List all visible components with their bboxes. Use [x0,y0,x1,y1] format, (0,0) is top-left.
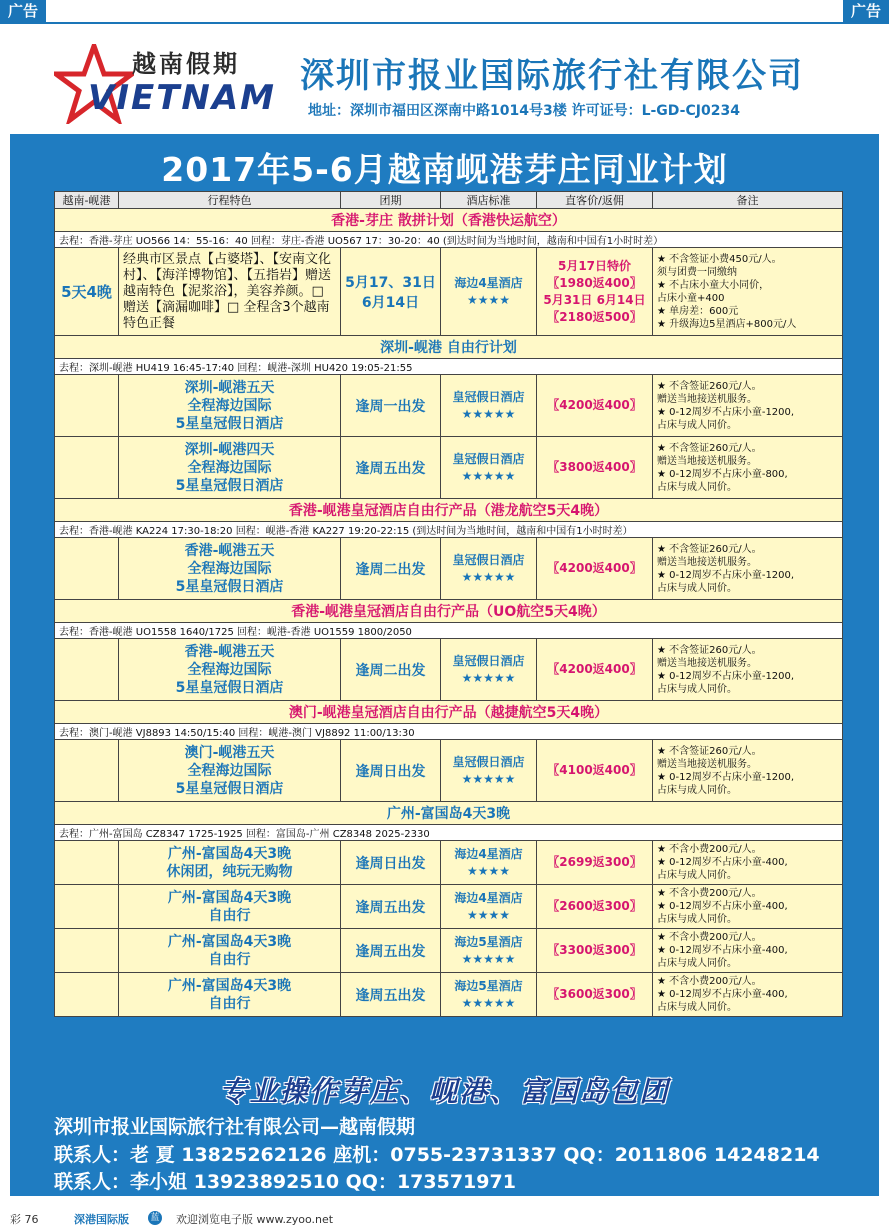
itinerary-feature: 深圳-岘港五天 全程海边国际 5星皇冠假日酒店 [119,375,341,437]
route-row [55,825,843,841]
price: 〖2699返300〗 [537,841,653,885]
empty-cell [55,841,119,885]
route-info: 去程：深圳-岘港 HU419 16:45-17:40 回程：岘港-深圳 HU420 19:05-21:55 [55,359,843,375]
price: 〖3800返400〗 [537,437,653,499]
route-row [55,522,843,538]
remarks: ★ 不含小费200元/人。 ★ 0-12周岁不占床小童-400, 占床与成人同价。 [653,973,843,1017]
header-divider [0,22,889,24]
itinerary-feature: 广州-富国岛4天3晚 自由行 [119,929,341,973]
itinerary-feature: 香港-岘港五天 全程海边国际 5星皇冠假日酒店 [119,538,341,600]
itinerary-feature: 广州-富国岛4天3晚 自由行 [119,885,341,929]
price: 〖4200返400〗 [537,639,653,701]
itinerary-feature: 深圳-岘港四天 全程海边国际 5星皇冠假日酒店 [119,437,341,499]
duration: 5天4晚 [55,248,119,336]
col-header: 酒店标准 [441,192,537,209]
section-title-row [55,600,843,623]
departure-date: 逢周二出发 [341,639,441,701]
empty-cell [55,929,119,973]
contact-line-2: 联系人：李小姐 13923892510 QQ：173571971 [54,1171,516,1193]
col-header: 团期 [341,192,441,209]
table-row [55,248,843,336]
ad-label-right: 广告 [843,0,889,22]
vietnam-logo [54,44,274,124]
remarks: ★ 不含签证260元/人。 赠送当地接送机服务。 ★ 0-12周岁不占床小童-1200, 占床与成人同价。 [653,639,843,701]
remarks: ★ 不含签证260元/人。 赠送当地接送机服务。 ★ 0-12周岁不占床小童-800, 占床与成人同价。 [653,437,843,499]
empty-cell [55,437,119,499]
itinerary-feature: 广州-富国岛4天3晚 休闲团，纯玩无购物 [119,841,341,885]
footer-company: 深圳市报业国际旅行社有限公司—越南假期 [54,1116,416,1138]
price: 5月17日特价 〖1980返400〗 5月31日 6月14日 〖2180返500〗 [537,248,653,336]
tour-table-wrap [54,191,842,1017]
table-row [55,885,843,929]
section-title-row [55,209,843,232]
section-title: 香港-岘港皇冠酒店自由行产品（UO航空5天4晚） [55,600,843,623]
empty-cell [55,973,119,1017]
section-title: 深圳-岘港 自由行计划 [55,336,843,359]
table-row [55,437,843,499]
tour-table [54,191,843,1017]
section-title-row [55,802,843,825]
itinerary-feature: 香港-岘港五天 全程海边国际 5星皇冠假日酒店 [119,639,341,701]
departure-date: 逢周五出发 [341,929,441,973]
itinerary-feature: 广州-富国岛4天3晚 自由行 [119,973,341,1017]
hotel-standard: 海边4星酒店 ★★★★ [441,885,537,929]
table-row [55,740,843,802]
ad-label-left: 广告 [0,0,46,22]
route-info: 去程：香港-岘港 KA224 17:30-18:20 回程：岘港-香港 KA227 19:20-22:15 (到达时间为当地时间，越南和中国有1小时时差） [55,522,843,538]
route-row [55,724,843,740]
departure-date: 逢周五出发 [341,973,441,1017]
remarks: ★ 不含小费200元/人。 ★ 0-12周岁不占床小童-400, 占床与成人同价。 [653,929,843,973]
page-footer [0,1204,889,1230]
contact-line-1: 联系人：老 夏 13825262126 座机：0755-23731337 QQ：2011806 14248214 [54,1144,820,1166]
price: 〖4200返400〗 [537,538,653,600]
company-address: 地址：深圳市福田区深南中路1014号3楼 许可证号：L-GD-CJ0234 [308,103,740,119]
price: 〖3600返300〗 [537,973,653,1017]
route-info: 去程：香港-芽庄 UO566 14：55-16：40 回程：芽庄-香港 UO567 17：30-20：40 (到达时间为当地时间，越南和中国有1小时时差） [55,232,843,248]
departure-date: 逢周二出发 [341,538,441,600]
site-text: 欢迎浏览电子版 www.zyoo.net [176,1213,334,1226]
empty-cell [55,375,119,437]
empty-cell [55,885,119,929]
logo-cn-text: 越南假期 [132,50,240,78]
departure-date: 逢周五出发 [341,437,441,499]
col-header: 备注 [653,192,843,209]
route-row [55,359,843,375]
route-info: 去程：香港-岘港 UO1558 1640/1725 回程：岘港-香港 UO1559 1800/2050 [55,623,843,639]
price: 〖3300返300〗 [537,929,653,973]
empty-cell [55,538,119,600]
section-title: 广州-富国岛4天3晚 [55,802,843,825]
section-title-row [55,499,843,522]
section-title-row [55,701,843,724]
page-number: 彩 76 [10,1213,39,1226]
col-header: 越南-岘港 [55,192,119,209]
route-info: 去程：澳门-岘港 VJ8893 14:50/15:40 回程：岘港-澳门 VJ8892 11:00/13:30 [55,724,843,740]
hotel-standard: 皇冠假日酒店 ★★★★★ [441,740,537,802]
section-title-row [55,336,843,359]
table-row [55,841,843,885]
section-title: 香港-岘港皇冠酒店自由行产品（港龙航空5天4晚） [55,499,843,522]
table-header-row [55,192,843,209]
hotel-standard: 皇冠假日酒店 ★★★★★ [441,538,537,600]
slogan: 专业操作芽庄、岘港、富国岛包团 [219,1075,670,1108]
price: 〖2600返300〗 [537,885,653,929]
empty-cell [55,639,119,701]
col-header: 行程特色 [119,192,341,209]
route-info: 去程：广州-富国岛 CZ8347 1725-1925 回程：富国岛-广州 CZ8348 2025-2330 [55,825,843,841]
table-row [55,973,843,1017]
hotel-standard: 海边4星酒店 ★★★★ [441,248,537,336]
section-title: 香港-芽庄 散拼计划（香港快运航空） [55,209,843,232]
departure-date: 逢周一出发 [341,375,441,437]
page-title: 2017年5-6月越南岘港芽庄同业计划 [161,150,728,189]
section-title: 澳门-岘港皇冠酒店自由行产品（越捷航空5天4晚） [55,701,843,724]
hotel-standard: 海边4星酒店 ★★★★ [441,841,537,885]
itinerary-feature: 澳门-岘港五天 全程海边国际 5星皇冠假日酒店 [119,740,341,802]
departure-date: 逢周日出发 [341,740,441,802]
table-row [55,375,843,437]
magazine-name: 深港国际版 [74,1213,129,1226]
table-row [55,538,843,600]
itinerary-feature: 经典市区景点【占婆塔】、【安南文化村】、【海洋博物馆】、【五指岩】赠送越南特色【泥浆浴】，美容养颜。□ 赠送【滴漏咖啡】□ 全程含3个越南特色正餐 [119,248,341,336]
main-panel [10,134,879,1196]
hotel-standard: 皇冠假日酒店 ★★★★★ [441,437,537,499]
remarks: ★ 不含小费200元/人。 ★ 0-12周岁不占床小童-400, 占床与成人同价。 [653,885,843,929]
logo-en-text: VIETNAM [88,78,276,118]
departure-date: 5月17、31日 6月14日 [341,248,441,336]
departure-date: 逢周五出发 [341,885,441,929]
route-row [55,623,843,639]
route-row [55,232,843,248]
hotel-standard: 海边5星酒店 ★★★★★ [441,973,537,1017]
blue-badge: 蓝 [148,1211,162,1225]
table-row [55,639,843,701]
departure-date: 逢周日出发 [341,841,441,885]
hotel-standard: 皇冠假日酒店 ★★★★★ [441,639,537,701]
company-name: 深圳市报业国际旅行社有限公司 [300,56,804,96]
hotel-standard: 皇冠假日酒店 ★★★★★ [441,375,537,437]
remarks: ★ 不含签证260元/人。 赠送当地接送机服务。 ★ 0-12周岁不占床小童-1200, 占床与成人同价。 [653,740,843,802]
price: 〖4100返400〗 [537,740,653,802]
col-header: 直客价/返佣 [537,192,653,209]
remarks: ★ 不含签证260元/人。 赠送当地接送机服务。 ★ 0-12周岁不占床小童-1200, 占床与成人同价。 [653,538,843,600]
table-row [55,929,843,973]
hotel-standard: 海边5星酒店 ★★★★★ [441,929,537,973]
remarks: ★ 不含签证小费450元/人。 须与团费一同缴纳 ★ 不占床小童大小同价， 占床小童+400 ★ 单房差：600元 ★ 升级海边5星酒店+800元/人 [653,248,843,336]
remarks: ★ 不含小费200元/人。 ★ 0-12周岁不占床小童-400, 占床与成人同价。 [653,841,843,885]
price: 〖4200返400〗 [537,375,653,437]
empty-cell [55,740,119,802]
remarks: ★ 不含签证260元/人。 赠送当地接送机服务。 ★ 0-12周岁不占床小童-1200, 占床与成人同价。 [653,375,843,437]
